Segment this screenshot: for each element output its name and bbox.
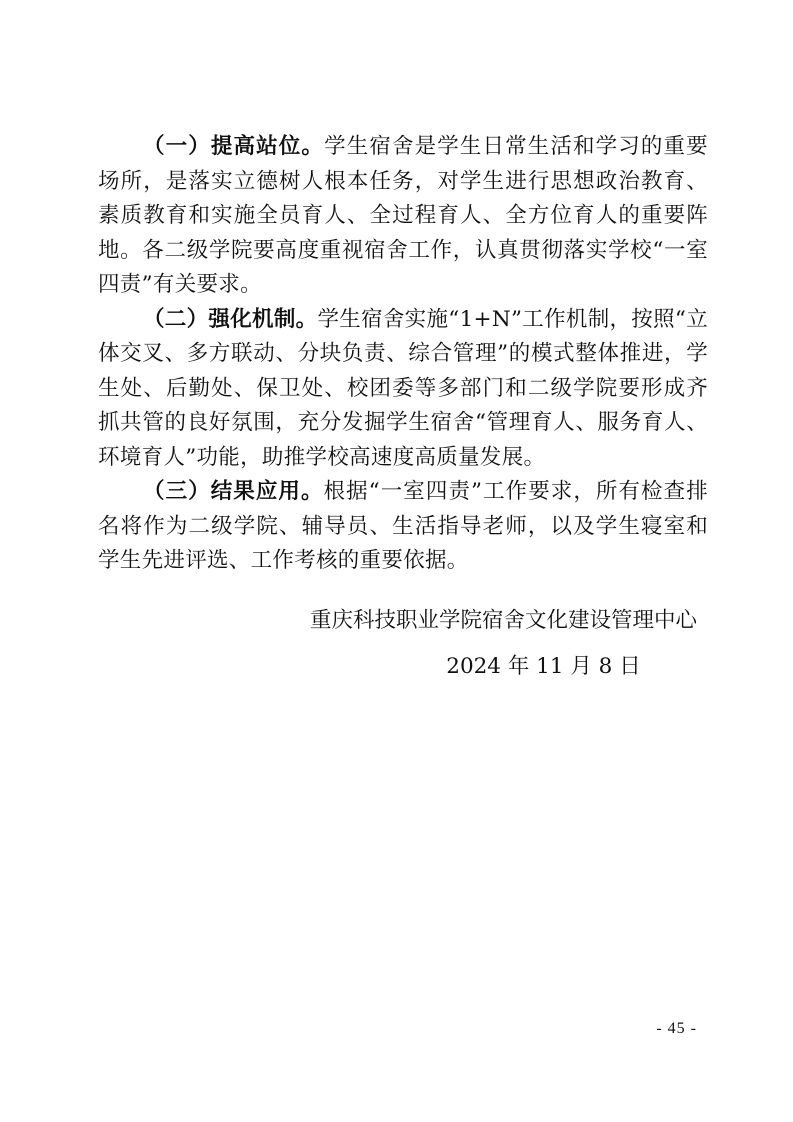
paragraph-2-text: 学生宿舍实施“1+N”工作机制，按照“立体交叉、多方联动、分块负责、综合管理”的模式整体推进，学生处、后勤处、保卫处、校团委等多部门和二级学院要形成齐抓共管的良好氛围，充分发掘学生宿舍“管理育人、服务育人、环境育人”功能，助推学校高速度高质量发展。	[98, 306, 709, 470]
signature-block	[310, 604, 697, 684]
paragraph-3	[98, 475, 708, 579]
signature-organization: 重庆科技职业学院宿舍文化建设管理中心	[309, 608, 697, 633]
paragraph-2	[98, 303, 708, 476]
paragraph-2-heading: （二）强化机制。	[143, 306, 318, 332]
paragraph-3-heading: （三）结果应用。	[143, 479, 324, 504]
paragraph-1-heading: （一）提高站位。	[143, 134, 325, 159]
paragraph-3-text: 根据“一室四责”工作要求，所有检查排名将作为二级学院、辅导员、生活指导老师，以及学生寝室和学生先进评选、工作考核的重要依据。	[98, 479, 708, 573]
paragraph-1-text: 学生宿舍是学生日常生活和学习的重要场所，是落实立德树人根本任务，对学生进行思想政治教育、素质教育和实施全员育人、全过程育人、全方位育人的重要阵地。各二级学院要高度重视宿舍工作，认真贯彻落实学校“一室四责”有关要求。	[98, 134, 708, 297]
signature-date: 2024 年 11 月 8 日	[446, 654, 641, 679]
page-number: - 45 -	[656, 1020, 697, 1037]
document-body	[98, 130, 708, 579]
paragraph-1	[98, 130, 708, 303]
